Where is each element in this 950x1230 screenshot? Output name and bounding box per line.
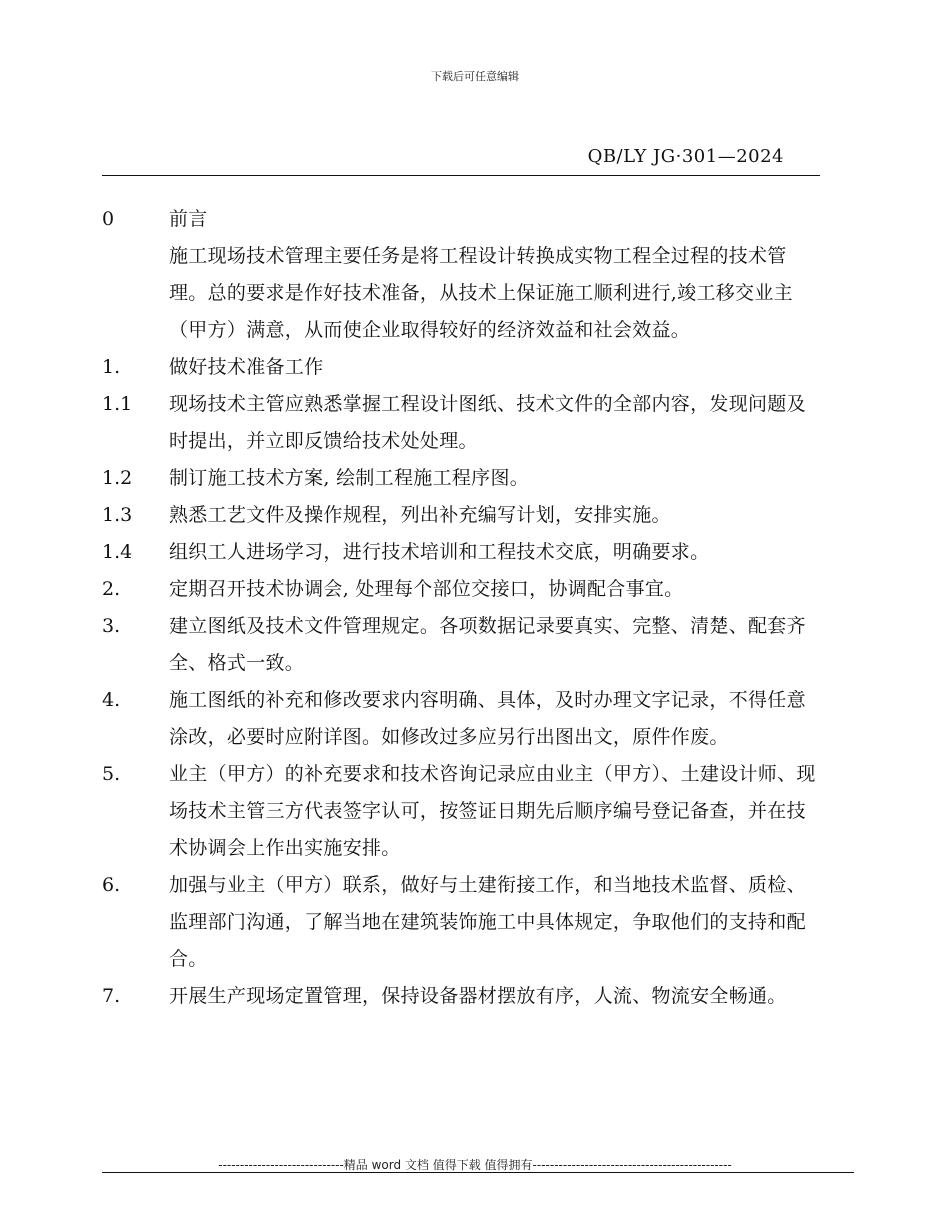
- section-1: [102, 349, 818, 386]
- section-text: 定期召开技术协调会, 处理每个部位交接口，协调配合事宜。: [169, 578, 684, 600]
- header-divider: [102, 175, 820, 176]
- section-number: 1.2: [102, 467, 133, 489]
- section-text: 施工图纸的补充和修改要求内容明确、具体，及时办理文字记录，不得任意涂改，必要时应附详图。如修改过多应另行出图出文，原件作废。: [169, 689, 806, 748]
- section-preface-paragraph: [102, 238, 818, 349]
- section-text: 建立图纸及技术文件管理规定。各项数据记录要真实、完整、清楚、配套齐全、格式一致。: [169, 615, 806, 674]
- section-text: 开展生产现场定置管理，保持设备器材摆放有序，人流、物流安全畅通。: [169, 985, 787, 1007]
- section-number: 3.: [102, 615, 121, 637]
- section-2: [102, 571, 818, 608]
- section-number: 5.: [102, 763, 121, 785]
- section-number: 1.3: [102, 504, 133, 526]
- section-number: 7.: [102, 985, 121, 1007]
- header-note: 下载后可任意编辑: [431, 70, 519, 83]
- section-text: 做好技术准备工作: [169, 356, 324, 378]
- section-number: 6.: [102, 874, 121, 896]
- section-4: [102, 682, 818, 756]
- section-text: 组织工人进场学习，进行技术培训和工程技术交底，明确要求。: [169, 541, 710, 563]
- section-number: 0: [102, 208, 115, 230]
- section-0-title: [102, 201, 818, 238]
- section-5: [102, 756, 818, 867]
- section-text: 前言: [169, 208, 208, 230]
- section-7: [102, 978, 818, 1015]
- section-text: 制订施工技术方案, 绘制工程施工程序图。: [169, 467, 530, 489]
- section-1-4: [102, 534, 818, 571]
- section-text: 施工现场技术管理主要任务是将工程设计转换成实物工程全过程的技术管理。总的要求是作好技术准备，从技术上保证施工顺利进行,竣工移交业主（甲方）满意，从而使企业取得较好的经济效益和社会效益。: [169, 245, 793, 341]
- footer-divider: [102, 1172, 854, 1173]
- section-number: 4.: [102, 689, 121, 711]
- section-1-3: [102, 497, 818, 534]
- section-number: 1.1: [102, 393, 133, 415]
- section-text: 业主（甲方）的补充要求和技术咨询记录应由业主（甲方）、土建设计师、现场技术主管三方代表签字认可，按签证日期先后顺序编号登记备查，并在技术协调会上作出实施安排。: [169, 763, 816, 859]
- section-text: 现场技术主管应熟悉掌握工程设计图纸、技术文件的全部内容，发现问题及时提出，并立即反馈给技术处处理。: [169, 393, 806, 452]
- section-number: 1.4: [102, 541, 133, 563]
- section-number: 1.: [102, 356, 121, 378]
- section-6: [102, 867, 818, 978]
- section-3: [102, 608, 818, 682]
- footer-note: -----------------------------精品 word 文档 值得下载 值得拥有----------------------------------------------: [218, 1158, 732, 1172]
- section-number: 2.: [102, 578, 121, 600]
- document-code: QB/LY JG·301—2024: [587, 146, 784, 167]
- section-text: 熟悉工艺文件及操作规程，列出补充编写计划，安排实施。: [169, 504, 671, 526]
- section-text: 加强与业主（甲方）联系，做好与土建衔接工作，和当地技术监督、质检、监理部门沟通，了解当地在建筑装饰施工中具体规定，争取他们的支持和配合。: [169, 874, 806, 970]
- document-body: [102, 201, 818, 1015]
- section-1-2: [102, 460, 818, 497]
- section-1-1: [102, 386, 818, 460]
